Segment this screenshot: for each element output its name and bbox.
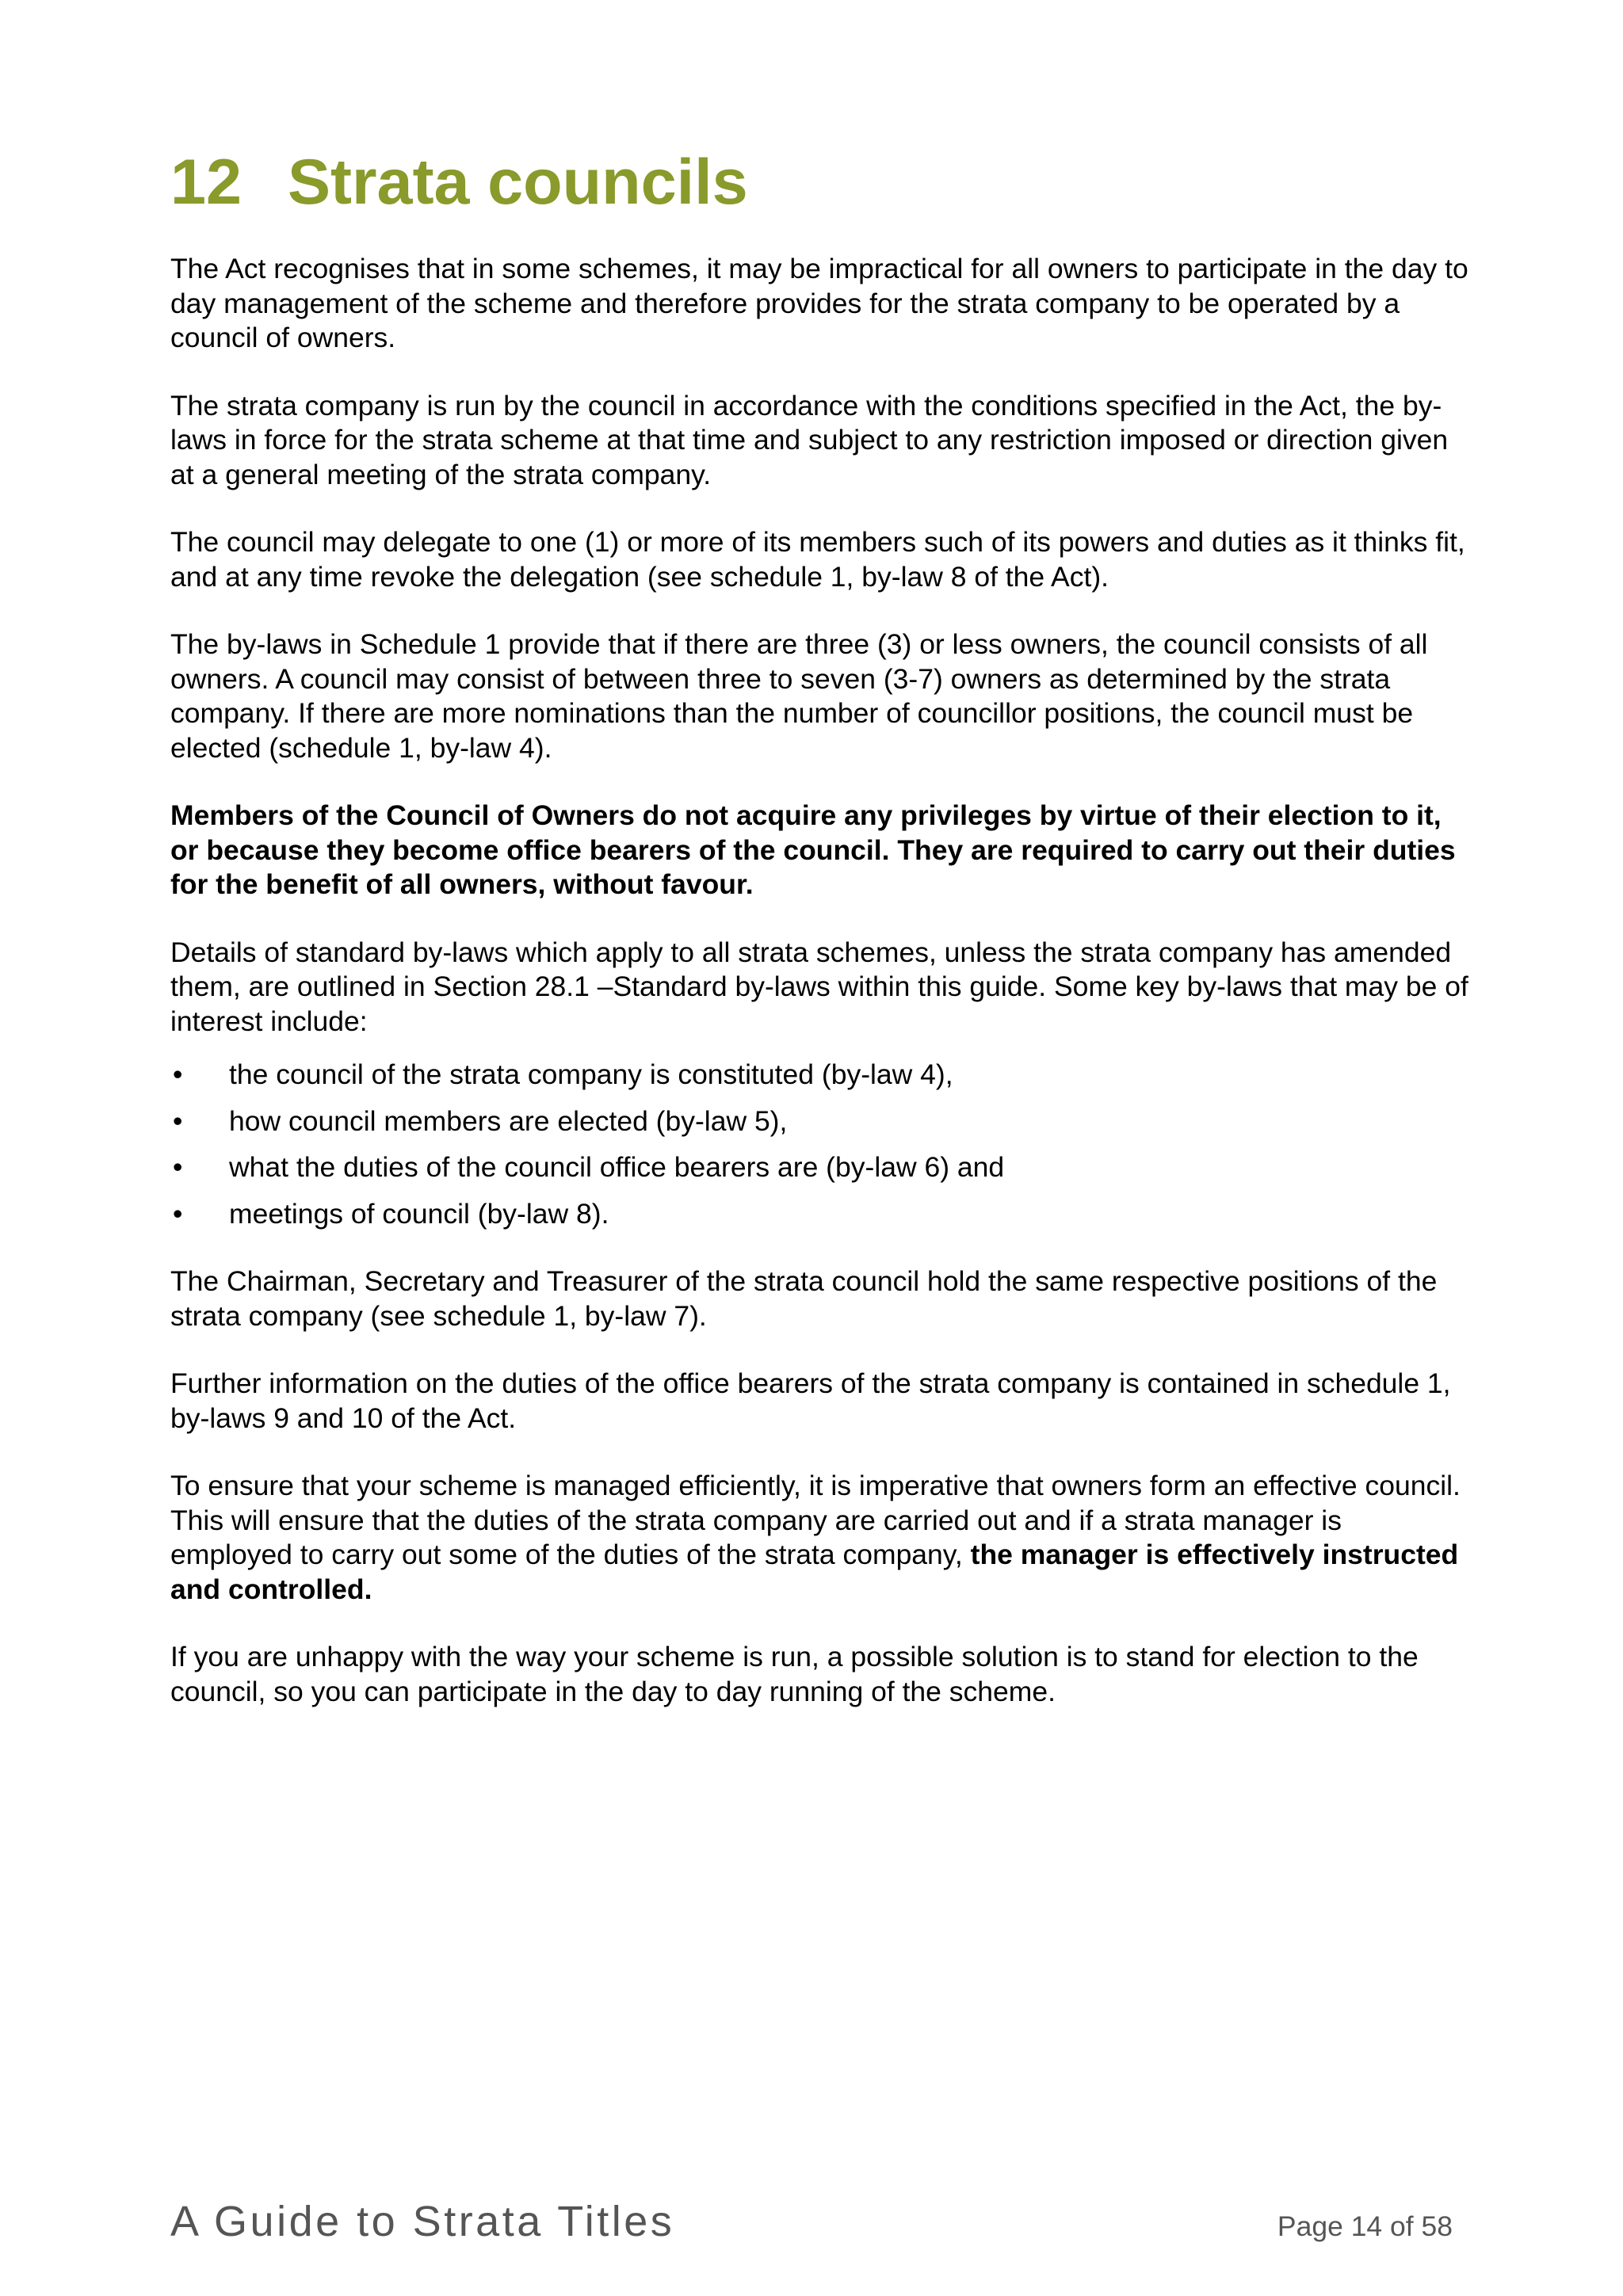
list-item: [170, 1197, 1470, 1232]
footer-page-number: Page 14 of 58: [1277, 2210, 1453, 2242]
paragraph-council-of-owners: The Act recognises that in some schemes, it may be impractical for all owners to participate in the day to day management of the scheme and therefore provides for the strata company to be operated by a council of owners.: [170, 253, 1468, 353]
paragraph-stand-for-election: If you are unhappy with the way your scheme is run, a possible solution is to stand for election to the council, so you can participate in the day to day running of the scheme.: [170, 1641, 1419, 1707]
paragraph-council-composition: The by-laws in Schedule 1 provide that if there are three (3) or less owners, the council consists of all owners. A council may consist of between three to seven (3-7) owners as determined by the strata company. If there are more nominations than the number of councillor positions, the council must be elected (schedule 1, by-law 4).: [170, 628, 1428, 764]
list-item: [170, 1150, 1470, 1185]
paragraph-office-positions: The Chairman, Secretary and Treasurer of the strata council hold the same respective positions of the strata company (see schedule 1, by-law 7).: [170, 1265, 1438, 1332]
paragraph-further-information: Further information on the duties of the office bearers of the strata company is contained in schedule 1, by-laws 9 and 10 of the Act.: [170, 1367, 1451, 1434]
paragraph-council-runs-company: The strata company is run by the council in accordance with the conditions specified in the Act, the by-laws in force for the strata scheme at that time and subject to any restriction imposed or direction given at a general meeting of the strata company.: [170, 389, 1449, 490]
section-heading: [170, 143, 748, 222]
footer-document-title: A Guide to Strata Titles: [170, 2198, 675, 2245]
key-bylaws-list: [170, 1058, 1470, 1231]
bullet-icon: •: [173, 1104, 183, 1137]
document-body: [170, 252, 1470, 1742]
section-number: 12: [170, 147, 242, 218]
bullet-icon: •: [173, 1058, 183, 1090]
paragraph-effective-council-text: To ensure that your scheme is managed efficiently, it is imperative that owners form an effective council. This will ensure that the duties of the strata company are carried out and if a strata manager is employed to carry out some of the duties of the strata company,: [170, 1470, 1461, 1570]
list-item: [170, 1058, 1470, 1093]
list-item-text: the council of the strata company is constituted (by-law 4),: [229, 1058, 953, 1090]
list-item-text: what the duties of the council office bearers are (by-law 6) and: [229, 1151, 1005, 1183]
list-item: [170, 1104, 1470, 1139]
section-title: Strata councils: [288, 147, 748, 218]
list-item-text: how council members are elected (by-law 5),: [229, 1104, 788, 1137]
bullet-icon: •: [173, 1197, 183, 1230]
bullet-icon: •: [173, 1151, 183, 1183]
paragraph-no-privileges-bold: Members of the Council of Owners do not acquire any privileges by virtue of their election to it, or because they become office bearers of the council. They are required to carry out their duties for the benefit of all owners, without favour.: [170, 799, 1456, 900]
paragraph-delegation: The council may delegate to one (1) or more of its members such of its powers and duties as it thinks fit, and at any time revoke the delegation (see schedule 1, by-law 8 of the Act).: [170, 526, 1465, 593]
paragraph-effective-council: [170, 1469, 1470, 1607]
list-item-text: meetings of council (by-law 8).: [229, 1197, 609, 1230]
paragraph-no-privileges: [170, 799, 1470, 902]
paragraph-standard-bylaws: Details of standard by-laws which apply to all strata schemes, unless the strata company has amended them, are outlined in Section 28.1 –Standard by-laws within this guide. Some key by-laws that may be of interest include:: [170, 936, 1468, 1037]
paragraph-effective-council-bold: the manager is effectively instructed and controlled.: [170, 1539, 1459, 1605]
